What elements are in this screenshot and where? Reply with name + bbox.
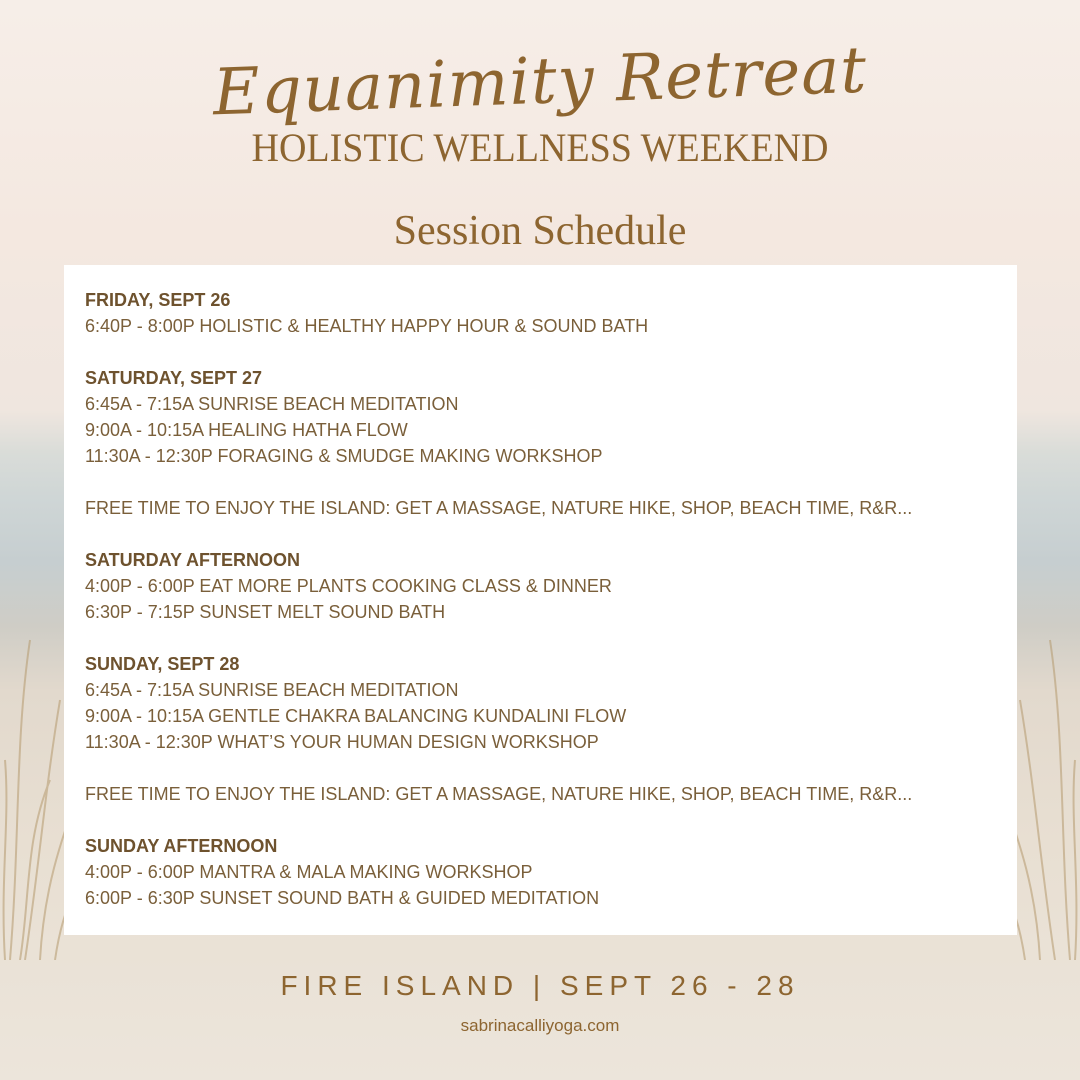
day-heading: SATURDAY, SEPT 27 [85,368,263,388]
session-schedule-title: Session Schedule [393,208,687,254]
day-heading: SATURDAY AFTERNOON [85,550,301,570]
session-item: 6:00P - 6:30P SUNSET SOUND BATH & GUIDED MEDITATION [85,888,600,908]
session-item: 6:40P - 8:00P HOLISTIC & HEALTHY HAPPY HOUR & SOUND BATH [85,316,649,336]
session-item: 6:45A - 7:15A SUNRISE BEACH MEDITATION [85,394,459,414]
schedule-block-friday [85,287,996,339]
schedule-block-sunday-afternoon [85,833,996,911]
schedule-block-free-time-saturday [85,495,996,521]
schedule-block-sunday [85,651,996,755]
day-heading: SUNDAY AFTERNOON [85,836,278,856]
schedule-block-saturday [85,365,996,469]
session-item: 11:30A - 12:30P FORAGING & SMUDGE MAKING WORKSHOP [85,446,603,466]
session-item: 6:45A - 7:15A SUNRISE BEACH MEDITATION [85,680,459,700]
session-item: 9:00A - 10:15A HEALING HATHA FLOW [85,420,408,440]
day-heading: SUNDAY, SEPT 28 [85,654,240,674]
session-item: 4:00P - 6:00P EAT MORE PLANTS COOKING CLASS & DINNER [85,576,612,596]
session-item: 6:30P - 7:15P SUNSET MELT SOUND BATH [85,602,446,622]
session-item: 9:00A - 10:15A GENTLE CHAKRA BALANCING KUNDALINI FLOW [85,706,627,726]
day-heading: FRIDAY, SEPT 26 [85,290,231,310]
schedule-block-saturday-afternoon [85,547,996,625]
weekend-subtitle: HOLISTIC WELLNESS WEEKEND [251,125,829,170]
session-item: 4:00P - 6:00P MANTRA & MALA MAKING WORKSHOP [85,862,533,882]
website-link[interactable]: sabrinacalliyoga.com [460,1016,620,1035]
location-dates: FIRE ISLAND | SEPT 26 - 28 [280,970,800,1001]
retreat-script-title: Equanimity Retreat [211,33,869,131]
schedule-card [64,265,1017,935]
session-item: 11:30A - 12:30P WHAT’S YOUR HUMAN DESIGN WORKSHOP [85,732,599,752]
free-time-note: FREE TIME TO ENJOY THE ISLAND: GET A MASSAGE, NATURE HIKE, SHOP, BEACH TIME, R&R... [85,498,913,518]
schedule-block-free-time-sunday [85,781,996,807]
free-time-note: FREE TIME TO ENJOY THE ISLAND: GET A MASSAGE, NATURE HIKE, SHOP, BEACH TIME, R&R... [85,784,913,804]
